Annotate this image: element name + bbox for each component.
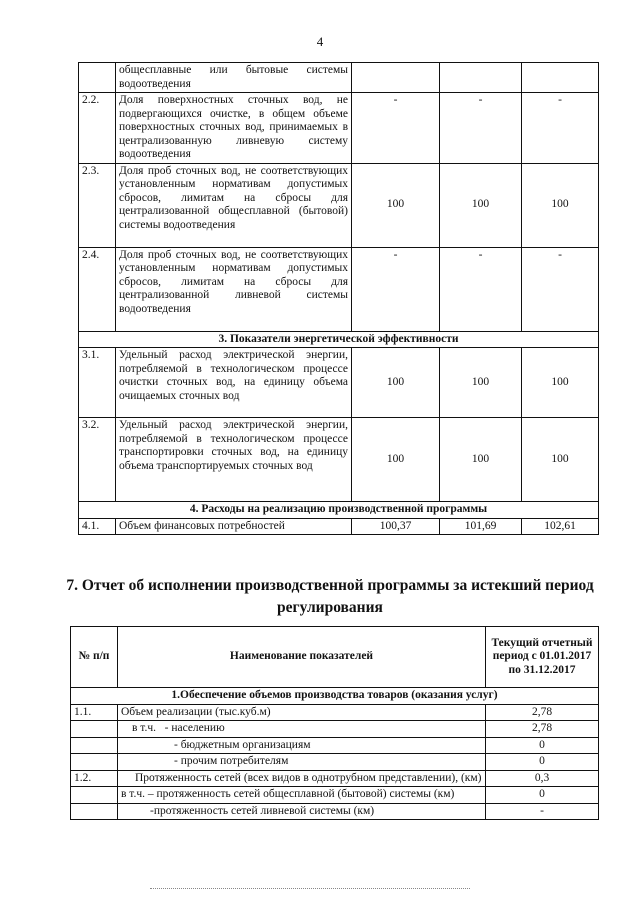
- table-row: [71, 803, 599, 820]
- value-2018: 100: [440, 418, 522, 502]
- row-description: в т.ч. – протяженность сетей общесплавной (бытовой) системы (км): [118, 787, 486, 804]
- indicators-table: [78, 62, 599, 535]
- section-title: 4. Расходы на реализацию производственной программы: [79, 502, 599, 519]
- row-number: 1.1.: [71, 704, 118, 721]
- value-2018: 100: [440, 163, 522, 247]
- row-description: Доля проб сточных вод, не соответствующих установленным нормативам допустимых сбросов, лимитам на сбросы для централизованной ливневой системы водоотведения: [116, 247, 352, 331]
- value-2017: -: [352, 93, 440, 164]
- value-2019: -: [522, 247, 599, 331]
- page-number: 4: [316, 34, 324, 49]
- value-2017: -: [352, 247, 440, 331]
- row-number: [79, 63, 116, 93]
- row-value: 0: [486, 787, 599, 804]
- section-row: [79, 502, 599, 519]
- row-value: 0,3: [486, 770, 599, 787]
- row-description: Объем финансовых потребностей: [116, 518, 352, 535]
- value-2019: 102,61: [522, 518, 599, 535]
- section-row: [79, 331, 599, 348]
- row-description: Удельный расход электрической энергии, потребляемой в технологическом процессе очистки сточных вод, на единицу объема очищаемых сточных вод: [116, 348, 352, 418]
- header-row: [71, 627, 599, 688]
- value-2017: 100: [352, 418, 440, 502]
- column-header-name: Наименование показателей: [118, 627, 486, 688]
- value-2017: 100,37: [352, 518, 440, 535]
- row-description: Объем реализации (тыс.куб.м): [118, 704, 486, 721]
- row-value: 2,78: [486, 721, 599, 738]
- table-row: [79, 63, 599, 93]
- row-description: - бюджетным организациям: [118, 737, 486, 754]
- table-row: [79, 93, 599, 164]
- value-2018: 100: [440, 348, 522, 418]
- column-header-current-period: Текущий отчетный период с 01.01.2017 по 31.12.2017: [486, 627, 599, 688]
- value-2019: 100: [522, 348, 599, 418]
- row-description: Доля поверхностных сточных вод, не подвергающихся очистке, в общем объеме поверхностных сточных вод, принимаемых в централизованную ливневую систему водоотведения: [116, 93, 352, 164]
- section-title: 3. Показатели энергетической эффективности: [79, 331, 599, 348]
- row-number: [71, 803, 118, 820]
- row-description: -протяженность сетей ливневой системы (км): [118, 803, 486, 820]
- value-2018: -: [440, 247, 522, 331]
- row-number: 3.2.: [79, 418, 116, 502]
- row-number: 2.2.: [79, 93, 116, 164]
- row-number: [71, 787, 118, 804]
- value-2017: [352, 63, 440, 93]
- value-2018: -: [440, 93, 522, 164]
- table-row: [71, 770, 599, 787]
- column-header-number: № п/п: [71, 627, 118, 688]
- table-row: [71, 737, 599, 754]
- row-description: - прочим потребителям: [118, 754, 486, 771]
- row-description: Удельный расход электрической энергии, потребляемой в технологическом процессе транспортировки сточных вод, на единицу объема транспортируемых сточных вод: [116, 418, 352, 502]
- row-value: 0: [486, 737, 599, 754]
- value-2019: 100: [522, 163, 599, 247]
- row-number: 2.4.: [79, 247, 116, 331]
- table-row: [79, 348, 599, 418]
- value-2019: 100: [522, 418, 599, 502]
- table-row: [71, 754, 599, 771]
- report-heading: 7. Отчет об исполнении производственной программы за истекший период регулирования: [66, 577, 594, 616]
- scan-artifact-line: [150, 888, 470, 889]
- row-number: [71, 737, 118, 754]
- value-2019: [522, 63, 599, 93]
- section-title: 1.Обеспечение объемов производства товаров (оказания услуг): [71, 688, 599, 705]
- row-description: Доля проб сточных вод, не соответствующих установленным нормативам допустимых сбросов, лимитам на сбросы для централизованной общесплавной (бытовой) системы водоотведения: [116, 163, 352, 247]
- value-2017: 100: [352, 348, 440, 418]
- row-number: 3.1.: [79, 348, 116, 418]
- table-row: [71, 704, 599, 721]
- table-row: [71, 721, 599, 738]
- table-row: [79, 247, 599, 331]
- table-row: [79, 518, 599, 535]
- row-description: Протяженность сетей (всех видов в однотрубном представлении), (км): [118, 770, 486, 787]
- value-2018: [440, 63, 522, 93]
- value-2019: -: [522, 93, 599, 164]
- row-number: 4.1.: [79, 518, 116, 535]
- table-row: [79, 163, 599, 247]
- row-number: 1.2.: [71, 770, 118, 787]
- row-description: в т.ч. - населению: [118, 721, 486, 738]
- row-number: 2.3.: [79, 163, 116, 247]
- row-value: 2,78: [486, 704, 599, 721]
- section-row: [71, 688, 599, 705]
- row-description: общесплавные или бытовые системы водоотведения: [116, 63, 352, 93]
- report-table: [70, 626, 599, 820]
- row-value: -: [486, 803, 599, 820]
- row-number: [71, 754, 118, 771]
- value-2017: 100: [352, 163, 440, 247]
- row-number: [71, 721, 118, 738]
- table-row: [71, 787, 599, 804]
- table-row: [79, 418, 599, 502]
- value-2018: 101,69: [440, 518, 522, 535]
- row-value: 0: [486, 754, 599, 771]
